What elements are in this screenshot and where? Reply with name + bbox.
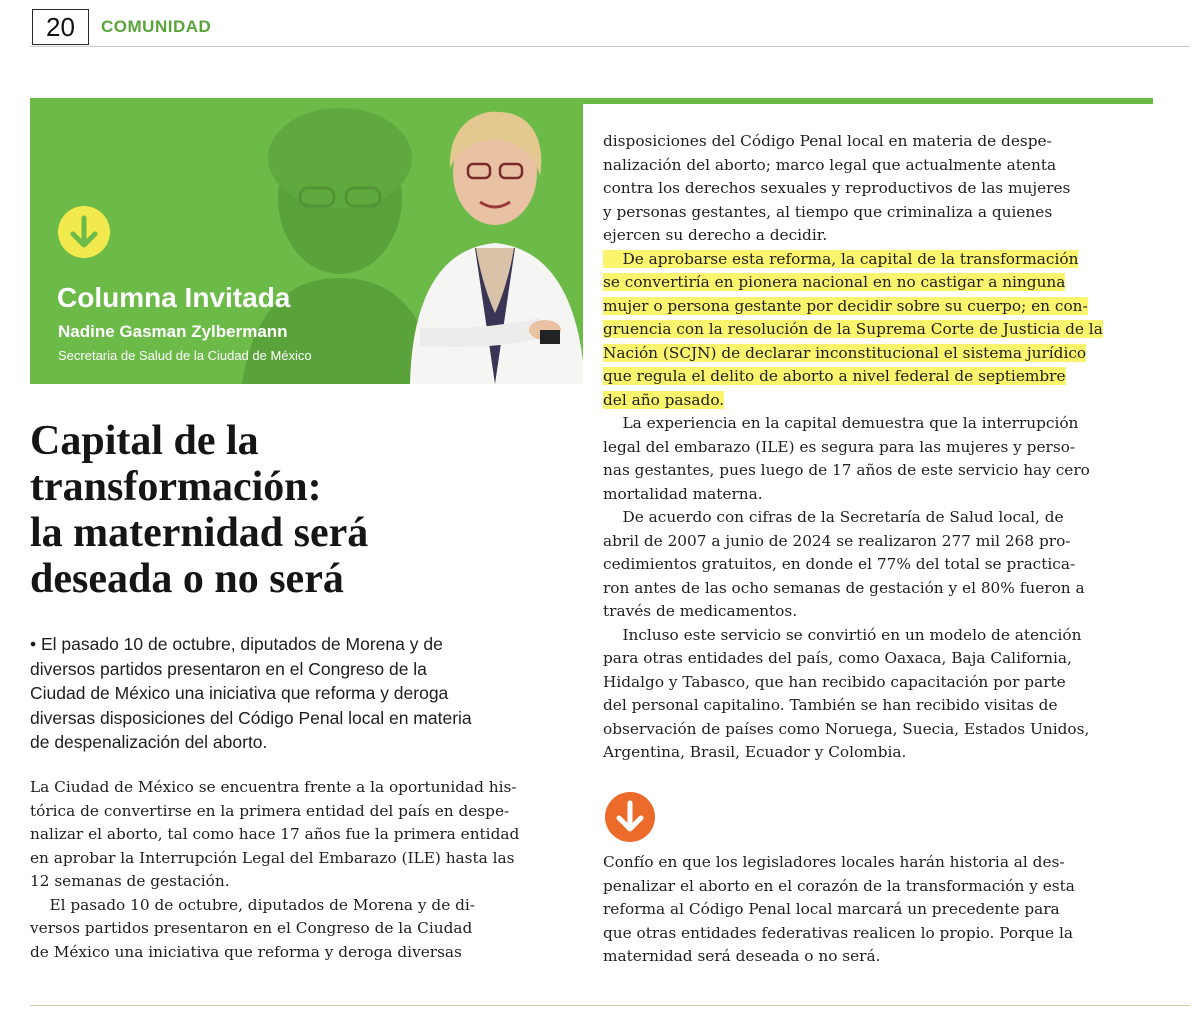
section-label: COMUNIDAD: [101, 17, 212, 36]
body-line: Argentina, Brasil, Ecuador y Colombia.: [603, 743, 907, 761]
closing-paragraph: [603, 851, 1155, 969]
body-line: 12 semanas de gestación.: [30, 872, 230, 890]
header-divider: [88, 9, 89, 45]
body-line: del personal capitalino. También se han recibido visitas de: [603, 696, 1058, 714]
body-line: observación de países como Noruega, Suecia, Estados Unidos,: [603, 719, 1090, 738]
body-line: abril de 2007 a junio de 2024 se realizaron 277 mil 268 pro-: [603, 531, 1071, 550]
article-lead: [30, 632, 580, 755]
right-body-text: [603, 130, 1155, 765]
body-line: legal del embarazo (ILE) es segura para las mujeres y perso-: [603, 437, 1076, 456]
highlighted-text: del año pasado.: [603, 390, 725, 409]
body-line: El pasado 10 de octubre, diputados de Morena y de di-: [30, 895, 475, 914]
highlighted-text: que regula el delito de aborto a nivel federal de septiembre: [603, 367, 1066, 385]
body-line: La experiencia en la capital demuestra que la interrupción: [603, 414, 1079, 432]
highlight-line: [603, 365, 1155, 389]
article-headline: [30, 418, 570, 602]
highlight-line: [603, 248, 1155, 272]
body-line: ron antes de las ocho semanas de gestación y el 80% fueron a: [603, 578, 1085, 597]
highlighted-text: se convertiría en pionera nacional en no castigar a ninguna: [603, 273, 1066, 291]
body-line: cedimientos gratuitos, en donde el 77% del total se practica-: [603, 555, 1076, 573]
body-line: maternidad será deseada o no será.: [603, 947, 881, 965]
highlight-line: [603, 295, 1155, 319]
arrow-down-circle-icon: [58, 206, 110, 258]
lead-line: diversas disposiciones del Código Penal local en materia: [30, 707, 472, 728]
body-line: contra los derechos sexuales y reproductivos de las mujeres: [603, 179, 1071, 197]
green-rule: [583, 98, 1153, 104]
body-line: penalizar el aborto en el corazón de la transformación y esta: [603, 876, 1075, 895]
lead-line: • El pasado 10 de octubre, diputados de Morena y de: [30, 634, 443, 654]
body-line: De acuerdo con cifras de la Secretaría de Salud local, de: [603, 508, 1064, 526]
footer-rule: [30, 1005, 1190, 1006]
lead-line: Ciudad de México una iniciativa que reforma y deroga: [30, 683, 449, 703]
headline-line: la maternidad será: [30, 510, 369, 556]
highlight-line: [603, 389, 1155, 413]
headline-line: Capital de la: [30, 418, 259, 464]
highlight-line: [603, 318, 1155, 342]
body-line: ejercen su derecho a decidir.: [603, 226, 828, 244]
arrow-down-circle-icon: [605, 792, 655, 842]
body-line: nalizar el aborto, tal como hace 17 años fue la primera entidad: [30, 825, 520, 843]
lead-line: de despenalización del aborto.: [30, 732, 268, 752]
body-line: en aprobar la Interrupción Legal del Embarazo (ILE) hasta las: [30, 848, 515, 867]
body-line: Hidalgo y Tabasco, que han recibido capacitación por parte: [603, 672, 1066, 691]
highlighted-text: gruencia con la resolución de la Suprema Corte de Justicia de la: [603, 320, 1103, 338]
body-line: Incluso este servicio se convirtió en un modelo de atención: [603, 625, 1082, 644]
body-line: través de medicamentos.: [603, 602, 798, 620]
body-line: nalización del aborto; marco legal que actualmente atenta: [603, 155, 1057, 174]
column-banner: [30, 98, 583, 384]
author-role: Secretaria de Salud de la Ciudad de México: [58, 348, 312, 363]
highlighted-text: Nación (SCJN) de declarar inconstitucional el sistema jurídico: [603, 343, 1087, 362]
lead-line: diversos partidos presentaron en el Congreso de la: [30, 658, 427, 679]
body-line: reforma al Código Penal local marcará un precedente para: [603, 900, 1060, 918]
body-line: y personas gestantes, al tiempo que criminaliza a quienes: [603, 202, 1053, 221]
body-line: que otras entidades federativas realicen lo propio. Porque la: [603, 923, 1073, 942]
body-line: nas gestantes, pues luego de 17 años de este servicio hay cero: [603, 461, 1090, 479]
body-line: tórica de convertirse en la primera entidad del país en despe-: [30, 801, 510, 820]
body-line: versos partidos presentaron en el Congreso de la Ciudad: [30, 919, 473, 937]
headline-line: transformación:: [30, 464, 322, 510]
page-number: 20: [32, 9, 88, 45]
highlight-line: [603, 342, 1155, 366]
highlighted-text: mujer o persona gestante por decidir sobre su cuerpo; en con-: [603, 296, 1088, 315]
highlighted-text: De aprobarse esta reforma, la capital de la transformación: [603, 249, 1079, 268]
left-body-text: [30, 776, 582, 964]
body-line: disposiciones del Código Penal local en materia de despe-: [603, 132, 1052, 150]
author-portrait: [390, 98, 583, 384]
column-title: Columna Invitada: [57, 282, 291, 313]
body-line: de México una iniciativa que reforma y deroga diversas: [30, 942, 462, 961]
body-line: para otras entidades del país, como Oaxaca, Baja California,: [603, 649, 1072, 667]
body-line: La Ciudad de México se encuentra frente a la oportunidad his-: [30, 778, 517, 796]
body-line: mortalidad materna.: [603, 484, 763, 503]
headline-line: deseada o no será: [30, 556, 344, 602]
highlight-line: [603, 271, 1155, 295]
body-line: Confío en que los legisladores locales harán historia al des-: [603, 853, 1065, 871]
author-name: Nadine Gasman Zylbermann: [58, 322, 288, 341]
